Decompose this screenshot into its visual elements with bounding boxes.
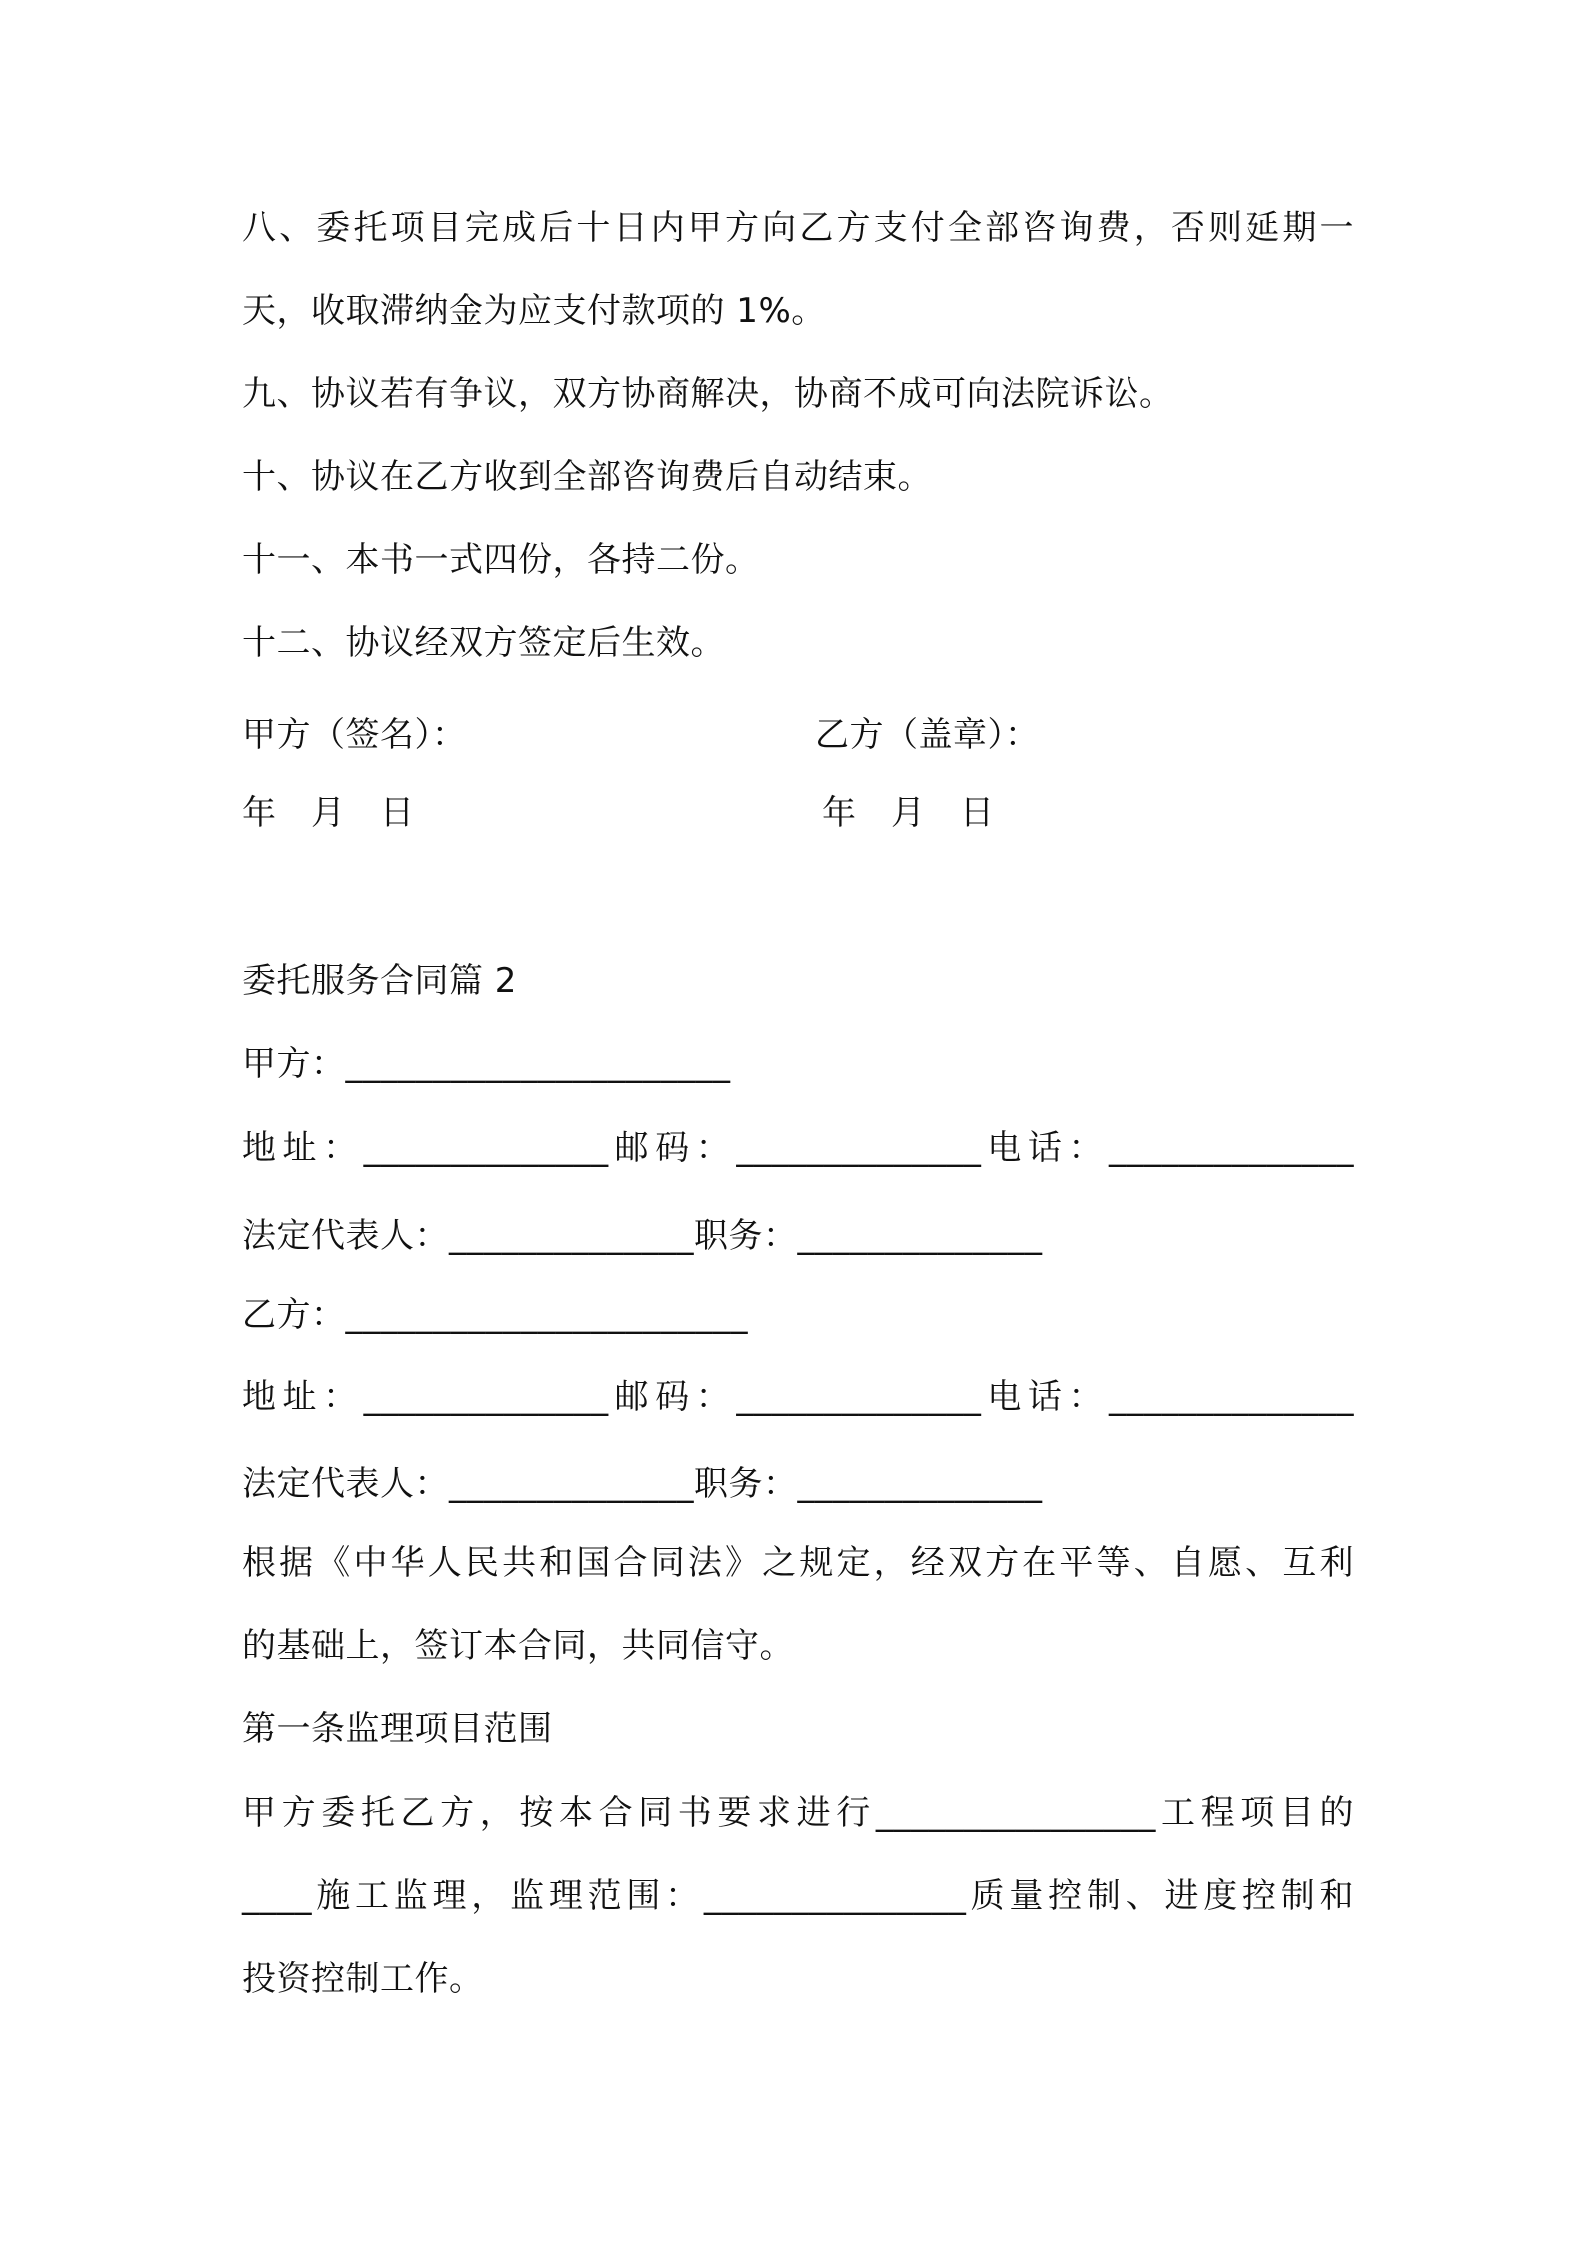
signature-party-b: 乙方（盖章）： — [815, 715, 1040, 755]
party-b-address-line: 地址：______________邮码：______________电话：______________ — [242, 1377, 1354, 1417]
preamble-line-2: 的基础上，签订本合同，共同信守。 — [242, 1626, 794, 1666]
clause-12: 十二、协议经双方签定后生效。 — [242, 623, 725, 663]
clause-11: 十一、本书一式四份，各持二份。 — [242, 540, 760, 580]
party-a-line: 甲方：______________________ — [242, 1044, 731, 1084]
preamble-line-1: 根据《中华人民共和国合同法》之规定，经双方在平等、自愿、互利 — [242, 1543, 1354, 1583]
article-1-line-1: 甲方委托乙方，按本合同书要求进行________________工程项目的 — [242, 1793, 1354, 1833]
article-1-line-3: 投资控制工作。 — [242, 1959, 484, 1999]
clause-10: 十、协议在乙方收到全部咨询费后自动结束。 — [242, 457, 932, 497]
signature-date-a: 年 月 日 — [242, 793, 415, 833]
article-1-title: 第一条监理项目范围 — [242, 1709, 553, 1749]
clause-9: 九、协议若有争议，双方协商解决，协商不成可向法院诉讼。 — [242, 374, 1174, 414]
party-b-line: 乙方：_______________________ — [242, 1295, 748, 1335]
article-1-line-2: ____施工监理，监理范围：_______________质量控制、进度控制和 — [242, 1876, 1354, 1916]
contract-2-title: 委托服务合同篇 2 — [242, 961, 517, 1001]
party-a-representative-line: 法定代表人：______________职务：______________ — [242, 1216, 1043, 1256]
party-b-representative-line: 法定代表人：______________职务：______________ — [242, 1464, 1043, 1504]
party-a-address-line: 地址：______________邮码：______________电话：______________ — [242, 1128, 1354, 1168]
clause-8-line-1: 八、委托项目完成后十日内甲方向乙方支付全部咨询费，否则延期一 — [242, 208, 1354, 248]
signature-date-b: 年 月 日 — [822, 793, 995, 833]
clause-8-line-2: 天，收取滞纳金为应支付款项的 1%。 — [242, 291, 826, 331]
signature-party-a: 甲方（签名）： — [242, 715, 467, 755]
